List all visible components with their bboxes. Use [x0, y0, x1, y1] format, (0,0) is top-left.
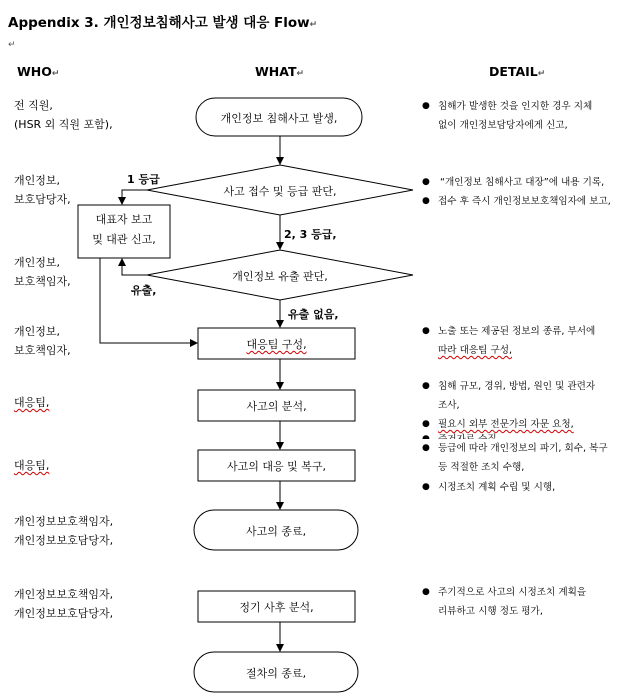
review-label: 정기 사후 분석,: [239, 601, 314, 614]
end-process-label: 절차의 종료,: [245, 667, 307, 680]
page-title: Appendix 3. 개인정보침해사고 발생 대응 Flow↵: [8, 15, 318, 31]
who-privacy-manager-1: 개인정보, 보호책임자,: [14, 256, 71, 288]
edge-label-leak: 유출,: [131, 284, 157, 297]
detail-item: ● 침해 규모, 경위, 방법, 원인 및 관련자 조사,: [422, 381, 596, 411]
edge-label-grade23: 2, 3 등급,: [284, 228, 337, 241]
detail-item: ● 침해가 발생한 것을 인지한 경우 지체 없이 개인정보담당자에게 신고,: [422, 101, 593, 131]
receive-label: 사고 접수 및 등급 판단,: [223, 185, 337, 198]
arrow-report-team: [100, 258, 197, 343]
detail-item-clipped: [422, 430, 497, 438]
edge-label-grade1: 1 등급: [127, 173, 160, 186]
end-incident-label: 사고의 종료,: [245, 525, 307, 538]
start-label: 개인정보 침해사고 발생,: [220, 112, 338, 125]
detail-item: ● 주기적으로 사고의 시정조치 계획을 리뷰하고 시행 정도 평가,: [422, 587, 587, 617]
who-privacy-manager-2: 개인정보, 보호책임자,: [14, 325, 71, 357]
leak-label: 개인정보 유출 판단,: [232, 270, 328, 283]
who-response-team-1: 대응팀,: [14, 396, 50, 409]
detail-header: DETAIL↵: [489, 64, 546, 79]
who-response-team-2: 대응팀,: [14, 459, 50, 472]
detail-item: ● “개인정보 침해사고 대장”에 내용 기록,: [422, 177, 605, 188]
who-header: WHO↵: [17, 64, 60, 79]
what-header: WHAT↵: [255, 64, 305, 79]
detail-item: ● 노출 또는 제공된 정보의 종류, 부서에 따라 대응팀 구성,: [422, 326, 596, 356]
detail-item: ● 필요시 외부 전문가의 자문 요청,: [422, 419, 574, 430]
edge-label-no-leak: 유출 없음,: [288, 308, 339, 321]
arrow-leak-report: [122, 259, 147, 275]
analysis-label: 사고의 분석,: [246, 400, 307, 413]
detail-item: ● 등급에 따라 개인정보의 파기, 회수, 복구 등 적절한 조치 수행,: [422, 439, 608, 477]
detail-item: ● 접수 후 즉시 개인정보보호책임자에 보고,: [422, 196, 611, 207]
response-label: 사고의 대응 및 복구,: [227, 460, 326, 473]
team-label: 대응팀 구성,: [246, 338, 307, 351]
report-label: 대표자 보고 및 대관 신고,: [92, 213, 156, 246]
who-all-staff: 전 직원, (HSR 외 직원 포함),: [14, 99, 113, 131]
who-privacy-pair-1: 개인정보보호책임자, 개인정보보호담당자,: [14, 515, 114, 547]
arrow-grade1-report: [122, 190, 147, 204]
detail-item: ● 시정조치 계획 수립 및 시행,: [422, 482, 556, 493]
who-privacy-officer-1: 개인정보, 보호담당자,: [14, 174, 71, 206]
paragraph-mark: ↵: [8, 40, 16, 50]
who-privacy-pair-2: 개인정보보호책임자, 개인정보보호담당자,: [14, 588, 114, 620]
